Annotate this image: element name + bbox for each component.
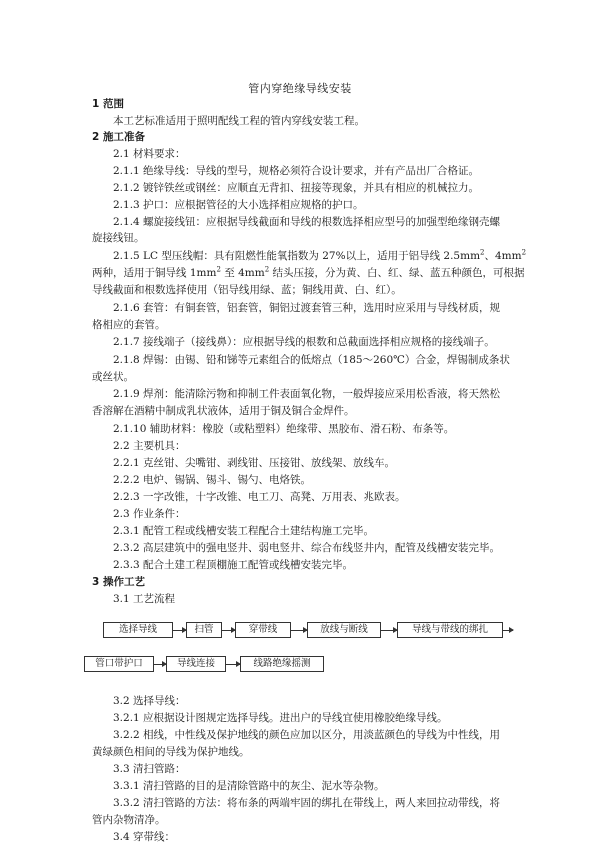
para-3-3-2: 3.3.2 清扫管路的方法：将布条的两端牢固的绑扎在带线上，两人来回拉动带线，将 xyxy=(113,797,501,809)
section-2-heading: 2 施工准备 xyxy=(92,131,145,143)
section-3-heading: 3 操作工艺 xyxy=(92,576,145,588)
page-title: 管内穿绝缘导线安装 xyxy=(248,82,352,95)
para-2-3: 2.3 作业条件： xyxy=(113,508,186,520)
superscript: 2 xyxy=(216,265,221,274)
flow-step-bind-wire: 导线与带线的绑扎 xyxy=(397,622,503,638)
para-3-3-2-cont: 管内杂物清净。 xyxy=(92,814,166,826)
flow-arrow xyxy=(291,630,307,631)
para-3-2: 3.2 选择导线： xyxy=(113,695,186,707)
para-2-3-2: 2.3.2 高层建筑中的强电竖井、弱电竖井、综合布线竖井内，配管及线槽安装完毕。 xyxy=(113,542,501,554)
para-2-1-9-cont: 香溶解在酒精中制成乳状液体，适用于铜及铜合金焊件。 xyxy=(92,405,355,417)
para-2-1-8-cont: 或丝状。 xyxy=(92,371,134,383)
flow-arrow xyxy=(503,630,513,631)
flow-arrow xyxy=(381,630,397,631)
para-2-1-6-cont: 格相应的套管。 xyxy=(92,319,166,331)
para-2-1-5-text: 、4mm xyxy=(484,250,522,262)
section-1-heading: 1 范围 xyxy=(92,98,124,110)
para-2-1-1: 2.1.1 绝缘导线：导线的型号，规格必须符合设计要求，并有产品出厂合格证。 xyxy=(113,165,480,177)
para-2-1-5-text: 两种，适用于铜导线 1mm xyxy=(92,267,217,279)
flow-step-pay-off-cut: 放线与断线 xyxy=(307,622,381,638)
para-3-3: 3.3 清扫管路： xyxy=(113,763,186,775)
para-2-3-3: 2.3.3 配合土建工程顶棚施工配管或线槽安装完毕。 xyxy=(113,559,354,571)
para-2-1-2: 2.1.2 镀锌铁丝或钢丝：应顺直无背扣、扭接等现象，并具有相应的机械拉力。 xyxy=(113,182,480,194)
flow-arrow xyxy=(222,630,235,631)
para-2-2: 2.2 主要机具： xyxy=(113,440,186,452)
flow-step-thread-lead: 穿带线 xyxy=(235,622,291,638)
para-2-1-10: 2.1.10 辅助材料：橡胶（或粘塑料）绝缘带、黑胶布、滑石粉、布条等。 xyxy=(113,423,455,435)
flow-step-insulation-test: 线路绝缘摇测 xyxy=(240,656,324,672)
flow-step-wire-connect: 导线连接 xyxy=(166,656,226,672)
flow-step-select-wire: 选择导线 xyxy=(103,622,173,638)
para-2-1-4: 2.1.4 螺旋接线钮：应根据导线截面和导线的根数选择相应型号的加强型绝缘钢壳螺 xyxy=(113,216,501,228)
para-2-1-8: 2.1.8 焊锡：由锡、铅和锑等元素组合的低熔点（185～260℃）合金，焊锡制成条状 xyxy=(113,354,510,366)
flow-arrow xyxy=(173,630,186,631)
flow-step-sweep-pipe: 扫管 xyxy=(186,622,222,638)
para-2-1-5-cont xyxy=(92,265,525,281)
para-2-3-1: 2.3.1 配管工程或线槽安装工程配合土建结构施工完毕。 xyxy=(113,525,375,537)
para-3-4: 3.4 穿带线： xyxy=(113,831,176,843)
para-3-1: 3.1 工艺流程 xyxy=(113,593,176,605)
para-3-2-1: 3.2.1 应根据设计图规定选择导线。进出户的导线宜使用橡胶绝缘导线。 xyxy=(113,712,448,724)
para-2-2-3: 2.2.3 一字改锥，十字改锥、电工刀、高凳、万用表、兆欧表。 xyxy=(113,491,406,503)
flow-arrow xyxy=(154,664,166,665)
superscript: 2 xyxy=(480,248,485,257)
superscript: 2 xyxy=(264,265,270,274)
para-2-1: 2.1 材料要求： xyxy=(113,148,186,160)
para-2-2-2: 2.2.2 电炉、锡锅、锡斗、锡勺、电烙铁。 xyxy=(113,474,312,486)
para-2-2-1: 2.2.1 克丝钳、尖嘴钳、剥线钳、压接钳、放线架、放线车。 xyxy=(113,457,396,469)
superscript: 2 xyxy=(521,248,527,257)
para-3-3-1: 3.3.1 清扫管路的目的是清除管路中的灰尘、泥水等杂物。 xyxy=(113,780,385,792)
para-2-1-5 xyxy=(113,248,526,264)
section-1-body: 本工艺标准适用于照明配线工程的管内穿线安装工程。 xyxy=(113,115,365,127)
flow-step-pipe-guard: 管口带护口 xyxy=(84,656,154,672)
para-2-1-5-cont2: 导线截面和根数选择使用（铝导线用绿、蓝；铜线用黄、白、红）。 xyxy=(92,284,402,296)
para-2-1-9: 2.1.9 焊剂：能清除污物和抑制工件表面氧化物，一般焊接应采用松香液，将天然松 xyxy=(113,388,501,400)
para-2-1-7: 2.1.7 接线端子（接线鼻）：应根据导线的根数和总截面选择相应规格的接线端子。 xyxy=(113,336,495,348)
para-2-1-5-text: 结头压接，分为黄、白、红、绿、蓝五种颜色，可根据 xyxy=(269,267,525,279)
para-2-1-5-text: 2.1.5 LC 型压线帽：具有阻燃性能氧指数为 27%以上，适用于铝导线 2.5mm xyxy=(113,250,481,262)
para-2-1-3: 2.1.3 护口：应根据管径的大小选择相应规格的护口。 xyxy=(113,199,364,211)
para-2-1-4-cont: 旋接线钮。 xyxy=(92,232,145,244)
para-2-1-5-text: 至 4mm xyxy=(220,267,265,279)
para-3-2-2-cont: 黄绿颜色相间的导线为保护地线。 xyxy=(92,746,250,758)
para-2-1-6: 2.1.6 套管：有铜套管，铝套管，铜铝过渡套管三种，选用时应采用与导线材质，规 xyxy=(113,302,501,314)
para-3-2-2: 3.2.2 相线，中性线及保护地线的颜色应加以区分，用淡蓝颜色的导线为中性线，用 xyxy=(113,729,501,741)
flow-arrow xyxy=(226,664,240,665)
